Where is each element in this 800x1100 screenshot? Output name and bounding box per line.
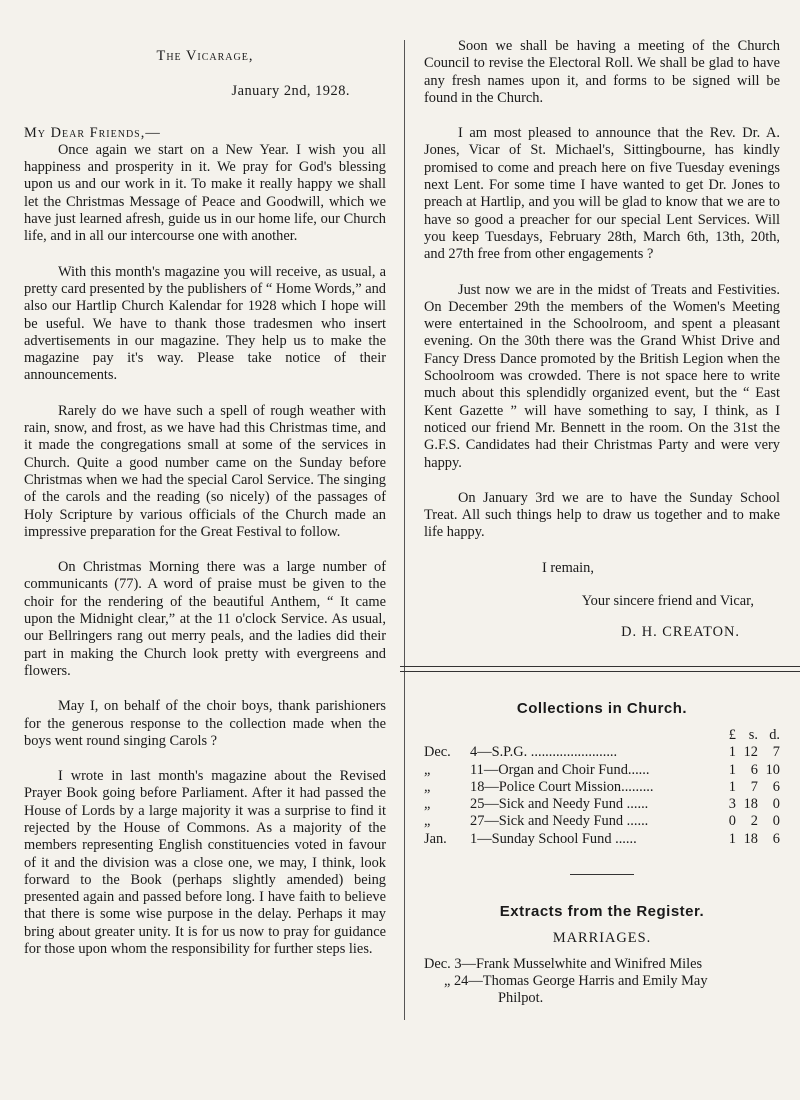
collection-month: Dec. [424,744,451,761]
collection-pence: 0 [772,813,780,830]
table-row [424,779,780,796]
register-heading: Extracts from the Register. [499,902,705,920]
letter-paragraph: On January 3rd we are to have the Sunday School Treat. All such things help to draw us together and to make life happy. [424,489,780,541]
marriage-date: „ 24— [444,972,483,989]
marriage-names: Thomas George Harris and Emily May [482,972,708,989]
collection-pence: 6 [772,778,780,795]
section-divider [400,666,800,672]
letter-address: The Vicarage, [156,48,254,64]
pence-header: d. [769,726,780,743]
letter-salutation: My Dear Friends,— [24,124,161,141]
letter-date: January 2nd, 1928. [231,83,350,100]
collections-heading: Collections in Church. [516,699,688,717]
letter-paragraph: Soon we shall be having a meeting of the Church Council to revise the Electoral Roll. We shall be glad to have any fresh names upon it, and forms to be signed will be found in the Church. [424,38,780,106]
collection-shillings: 7 [750,778,758,795]
collection-pounds: 1 [728,830,736,847]
letter-paragraph: May I, on behalf of the choir boys, thank parishioners for the generous response to the collection made when the boys went round singing Carols ? [24,698,386,749]
collection-shillings: 12 [743,744,758,761]
collection-desc: 11—Organ and Choir Fund...... [470,761,650,778]
letter-paragraph: Just now we are in the midst of Treats and Festivities. On December 29th the members of the Women's Meeting were entertained in the Schoolroom, and spent a pleasant evening. On the 30th there was the Grand Whist Drive and Fancy Dress Dance promoted by the British Legion when the Schoolroom was crowded. There is not space here to write much about this splendidly organized event, but the “ East Kent Gazette ” will have something to say, I think, as I noticed our friend Mr. Bennett in the room. On the 31st the G.F.S. Candidates had their Christmas Party and were very happy. [424,281,780,471]
collection-pounds: 1 [728,761,736,778]
collection-pence: 6 [772,830,780,847]
letter-paragraph: I am most pleased to announce that the Rev. Dr. A. Jones, Vicar of St. Michael's, Sittingbourne, has kindly promised to come and preach here on five Tuesday evenings next Lent. For some time I have wanted to get Dr. Jones to preach at Hartlip, and you will be glad to know that we are to have so good a preacher for our special Lent Services. Will you keep Tuesdays, February 28th, March 6th, 13th, 20th, and 27th free from other engagements ? [424,125,780,263]
collection-shillings: 2 [750,813,758,830]
collections-table [424,727,780,848]
letter-paragraph: Rarely do we have such a spell of rough weather with rain, snow, and frost, as we have had this Christmas time, and it made the congregations small at some of the services in Church. Quite a good number came on the Sunday before Christmas when we had the special Carol Service. The singing of the carols and the reading (so nicely) of the passages of Holy Scripture by various officials of the Church made an impressive preparation for the Great Festival to follow. [24,402,386,540]
table-row [424,813,780,830]
collection-month: Jan. [424,830,447,847]
collection-desc: 18—Police Court Mission......... [470,778,654,795]
collection-desc: 4—S.P.G. ........................ [470,744,618,761]
table-row [424,744,780,761]
marriages-heading: MARRIAGES. [552,930,652,947]
collection-pounds: 1 [728,744,736,761]
collection-shillings: 18 [743,796,758,813]
collection-desc: 1—Sunday School Fund ...... [470,830,637,847]
short-divider [570,874,634,875]
right-column [424,38,780,1007]
collection-desc: 25—Sick and Needy Fund ...... [470,796,649,813]
list-item [424,973,780,990]
collection-desc: 27—Sick and Needy Fund ...... [470,813,649,830]
letter-paragraph: With this month's magazine you will receive, as usual, a pretty card presented by the publishers of “ Home Words,” and also our Hartlip Church Kalendar for 1928 which I hope will be useful. We have to thank those tradesmen who insert advertisements in our magazine. They help us to make the magazine pay it's way. Please take notice of their announcements. [24,263,386,384]
collection-shillings: 18 [743,830,758,847]
table-row [424,796,780,813]
letter-paragraph: Once again we start on a New Year. I wish you all happiness and prosperity in it. We pray for God's blessing upon us and our work in it. To make it really happy we shall let the Christmas Message of Peace and Goodwill, which we have just learned afresh, guide us in our home life, our Church life, and in all our intercourse one with another. [24,141,386,245]
letter-signature: D. H. CREATON. [621,624,740,641]
collection-pounds: 3 [728,796,736,813]
collection-shillings: 6 [750,761,758,778]
collection-pence: 7 [772,744,780,761]
collection-pounds: 0 [728,813,736,830]
marriage-names-continued: Philpot. [498,990,544,1007]
letter-closing-remain: I remain, [542,559,594,576]
collection-month: „ [424,778,431,795]
marriage-names: Frank Musselwhite and Winifred Miles [475,955,703,972]
column-divider [404,40,405,1020]
collection-month: „ [424,813,431,830]
collection-pounds: 1 [728,778,736,795]
letter-paragraph: On Christmas Morning there was a large number of communicants (77). A word of praise must be given to the choir for the rendering of the beautiful Anthem, “ It came upon the Midnight clear,” at the 11 o'clock Service. As usual, our Bellringers rang out merry peals, and the ladies did their part in making the Church look pretty with evergreens and flowers. [24,559,386,679]
collection-pence: 0 [772,796,780,813]
table-row [424,831,780,848]
letter-paragraph: I wrote in last month's magazine about the Revised Prayer Book going before Parliament. After it had passed the House of Lords by a large majority it was a surprise to find it rejected by the House of Commons. As a majority of the members representing English constituencies voted in favour of it and the division was a close one, we may, I think, look forward to the Book (perhaps slightly amended) being presented again and passed before long. I have faith to believe that there is some wise purpose in the delay. Perhaps it may bring about greater unity. It is for us now to pray for guidance for those upon whom the responsibility for further steps lies. [24,768,386,958]
table-row [424,762,780,779]
collections-header-row [424,727,780,744]
list-item [424,956,780,973]
shillings-header: s. [748,726,758,743]
letter-closing-sincere: Your sincere friend and Vicar, [581,593,754,610]
left-column [24,38,386,976]
collection-month: „ [424,796,431,813]
collection-pence: 10 [765,761,780,778]
pounds-header: £ [728,726,736,743]
collection-month: „ [424,761,431,778]
marriage-date: Dec. 3— [424,955,476,972]
